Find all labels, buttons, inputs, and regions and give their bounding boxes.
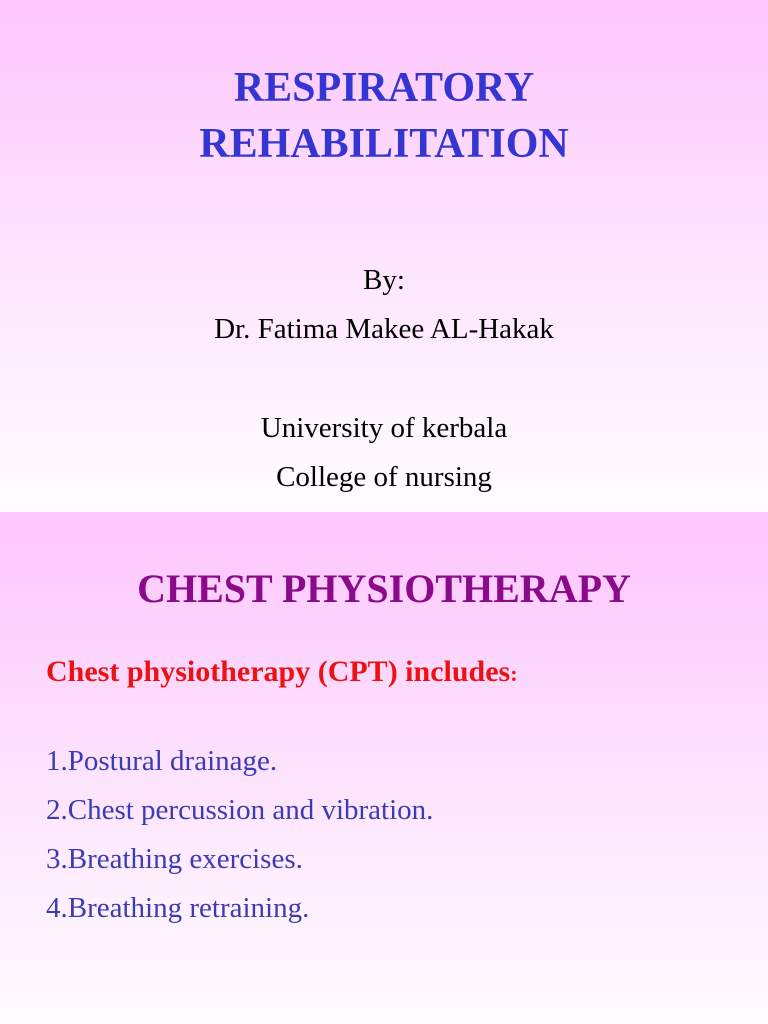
cpt-slide [0, 512, 768, 1024]
list-item: 1.Postural drainage. [46, 745, 278, 777]
college-name: College of nursing [276, 461, 492, 493]
list-item: 4.Breathing retraining. [46, 892, 310, 924]
cpt-subtitle [46, 652, 518, 694]
cpt-heading: CHEST PHYSIOTHERAPY [137, 566, 631, 611]
slide-title-line-1: RESPIRATORY [233, 65, 535, 111]
by-label: By: [363, 264, 405, 296]
list-item: 3.Breathing exercises. [46, 843, 303, 875]
author-name: Dr. Fatima Makee AL-Hakak [214, 313, 554, 345]
university-name: University of kerbala [260, 412, 508, 444]
cpt-subtitle-colon: : [510, 661, 518, 686]
list-item: 2.Chest percussion and vibration. [46, 794, 434, 826]
cpt-list [46, 737, 433, 933]
slide-title-line-2: REHABILITATION [199, 121, 569, 167]
cpt-subtitle-text: Chest physiotherapy (CPT) includes [46, 655, 511, 688]
